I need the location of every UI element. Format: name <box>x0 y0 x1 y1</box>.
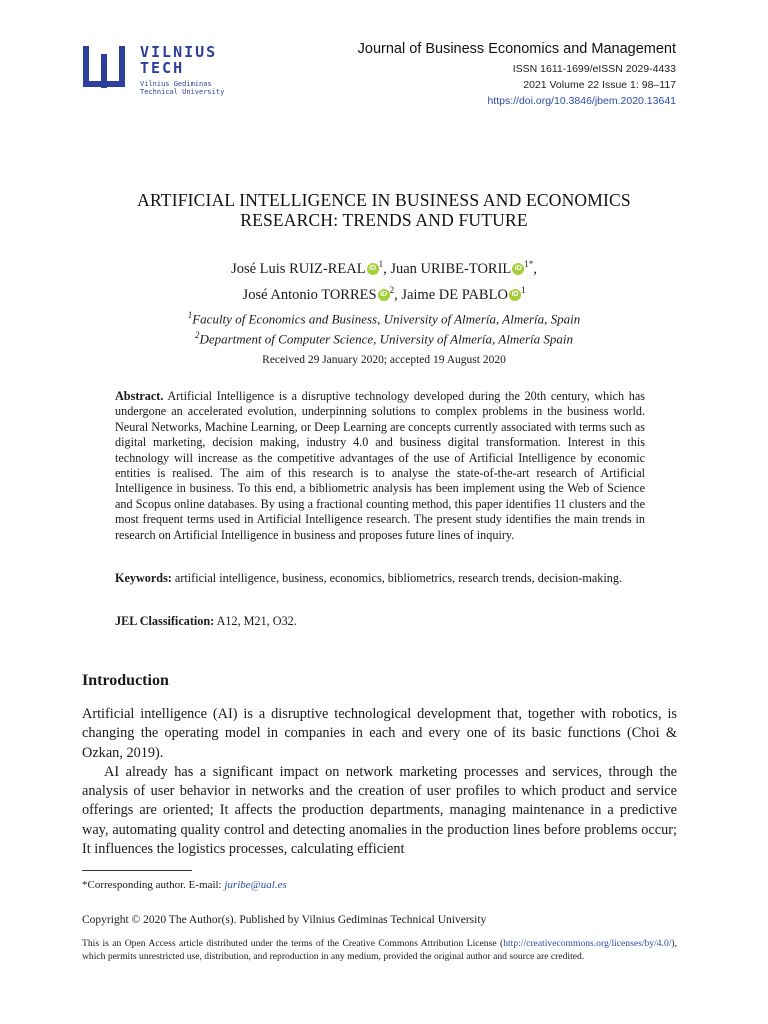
received-dates: Received 29 January 2020; accepted 19 August 2020 <box>262 354 506 366</box>
logo-subtitle <box>140 80 224 96</box>
logo-line-2: TECH <box>140 59 185 77</box>
corresponding-label: *Corresponding author. E-mail: <box>82 879 222 891</box>
jel-text: A12, M21, O32. <box>216 614 297 628</box>
copyright-notice: Copyright © 2020 The Author(s). Published by Vilnius Gediminas Technical University <box>82 914 487 926</box>
author-list <box>60 254 708 306</box>
orcid-icon[interactable]: iD <box>509 289 521 301</box>
author-separator: , <box>394 286 398 303</box>
author-line-1 <box>60 254 708 280</box>
logo-title <box>140 44 217 76</box>
journal-header <box>358 40 676 109</box>
affiliation-2-text: Department of Computer Science, University of Almería, Almería Spain <box>199 331 574 347</box>
author-ruiz-real: José Luis RUIZ-REAL <box>231 260 366 277</box>
author-uribe-toril: Juan URIBE-TORIL <box>390 260 512 277</box>
author-de-pablo: Jaime DE PABLO <box>401 286 508 303</box>
jel-classification <box>115 614 645 629</box>
journal-issue: 2021 Volume 22 Issue 1: 98–117 <box>523 79 676 91</box>
journal-issn: ISSN 1611-1699/eISSN 2029-4433 <box>512 63 676 75</box>
paper-title-line-1: ARTIFICIAL INTELLIGENCE IN BUSINESS AND ECONOMICS <box>137 190 631 210</box>
author-affiliation-sup: 1 <box>378 259 384 269</box>
author-separator: , <box>383 260 387 277</box>
keywords <box>115 571 645 586</box>
affiliation-2-sup: 2 <box>194 330 200 341</box>
paper-title-line-2: RESEARCH: TRENDS AND FUTURE <box>240 210 528 230</box>
affiliation-1-text: Faculty of Economics and Business, University of Almería, Almería, Spain <box>192 311 581 327</box>
affiliation-1 <box>60 307 708 327</box>
author-affiliation-sup: 1* <box>524 259 534 269</box>
keywords-text: artificial intelligence, business, economics, bibliometrics, research trends, decision-making. <box>174 571 622 585</box>
affiliation-2 <box>60 327 708 347</box>
affiliations <box>60 307 708 348</box>
license-text-pre: This is an Open Access article distributed under the terms of the Creative Commons Attribution License ( <box>82 938 504 949</box>
footnote-divider <box>82 870 192 871</box>
university-logo <box>82 44 242 100</box>
author-affiliation-sup: 1 <box>520 284 526 295</box>
orcid-icon[interactable]: iD <box>367 263 379 275</box>
abstract-label: Abstract. <box>115 389 164 403</box>
license-notice <box>82 937 677 963</box>
introduction-paragraph-1: Artificial intelligence (AI) is a disruptive technological development that, together with robotics, is changing the operating model in companies in each and every one of its basic functions (Choi & Ozkan, 2019). <box>82 706 677 761</box>
logo-sub-line-1: Vilnius Gediminas <box>140 80 212 88</box>
license-link[interactable]: http://creativecommons.org/licenses/by/4.0/ <box>503 938 672 949</box>
abstract <box>115 389 645 543</box>
author-line-2 <box>60 280 708 306</box>
license-text-post: ), which permits unrestricted use, distribution, and reproduction in any medium, provided the original author and source are credited. <box>82 938 677 962</box>
jel-label: JEL Classification: <box>115 614 215 628</box>
orcid-icon[interactable]: iD <box>378 289 390 301</box>
journal-name: Journal of Business Economics and Management <box>357 41 676 57</box>
introduction-body <box>82 705 677 859</box>
introduction-paragraph-2: AI already has a significant impact on network marketing processes and services, through the analysis of user behavior in networks and the creation of user profiles to which product and service offerings are oriented; It affects the production departments, managing maintenance in a predictive way, automating quality control and detecting anomalies in the production lines before problems occur; It influences the logistics processes, calculating efficient <box>82 763 677 858</box>
corresponding-email-link[interactable]: juribe@ual.es <box>224 879 287 891</box>
abstract-text: Artificial Intelligence is a disruptive technology developed during the 20th century, which has undergone an accelerated evolution, underpinning solutions to complex problems in the business world. Neural Networks, Machine Learning, or Deep Learning are concepts currently associated with terms such as digital marketing, decision making, industry 4.0 and business digital transformation. Interest in this technology will increase as the competitive advantages of the use of Artificial Intelligence by economic entities is realised. The aim of this research is to analyse the state-of-the-art research of Artificial Intelligence in business. To this end, a bibliometric analysis has been implement using the Web of Science and Scopus online databases. By using a fractional counting method, this paper identifies 11 clusters and the most frequent terms used in Artificial Intelligence research. The present study identifies the main trends in research on Artificial Intelligence in business and proposes future lines of inquiry. <box>115 389 645 542</box>
affiliation-1-sup: 1 <box>187 310 193 320</box>
author-separator: , <box>533 260 537 277</box>
journal-doi-link[interactable]: https://doi.org/10.3846/jbem.2020.13641 <box>487 95 676 107</box>
keywords-label: Keywords: <box>115 571 172 585</box>
corresponding-author-note <box>82 879 287 891</box>
logo-sub-line-2: Technical University <box>140 88 225 96</box>
orcid-icon[interactable]: iD <box>512 263 524 275</box>
introduction-heading: Introduction <box>82 672 169 689</box>
vilnius-tech-logo-icon <box>82 44 126 90</box>
paper-title <box>60 190 708 230</box>
author-torres: José Antonio TORRES <box>242 286 377 303</box>
author-affiliation-sup: 2 <box>389 284 395 295</box>
logo-line-1: VILNIUS <box>140 43 218 61</box>
